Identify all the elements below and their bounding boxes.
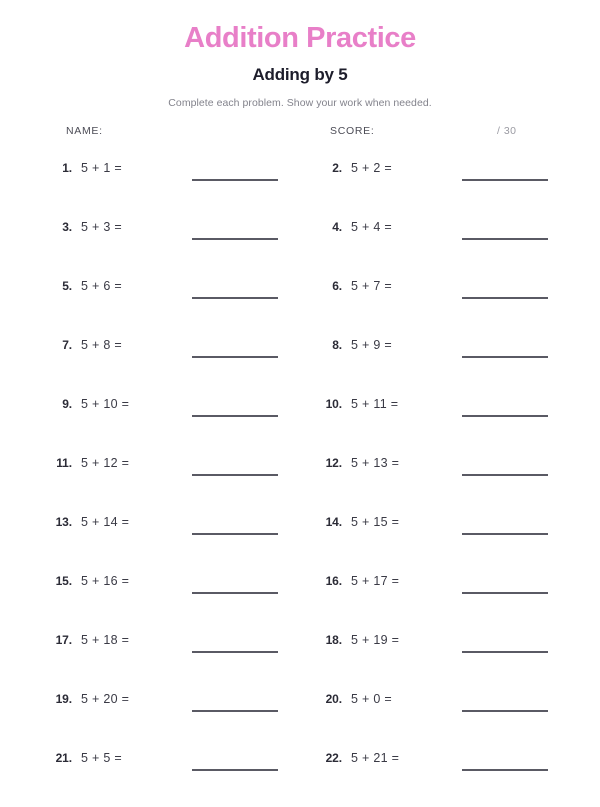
answer-line[interactable] (462, 474, 548, 476)
problem-number: 12. (325, 456, 342, 470)
problem-item (40, 335, 290, 361)
problem-item (310, 394, 560, 420)
name-label: NAME: (66, 125, 103, 137)
score-total-label: / 30 (497, 125, 517, 137)
problem-number: 8. (332, 338, 342, 352)
problem-equation: 5 + 14 = (81, 515, 130, 529)
problem-number: 11. (56, 456, 72, 470)
problem-row (0, 335, 600, 394)
problem-item (40, 453, 290, 479)
problem-equation: 5 + 0 = (351, 692, 393, 706)
problem-number: 16. (325, 574, 342, 588)
problem-item (310, 276, 560, 302)
answer-line[interactable] (192, 474, 278, 476)
problem-equation: 5 + 20 = (81, 692, 130, 706)
problem-equation: 5 + 12 = (81, 456, 130, 470)
problem-equation: 5 + 2 = (351, 161, 393, 175)
problem-number: 5. (62, 279, 72, 293)
answer-line[interactable] (462, 533, 548, 535)
problem-row (0, 158, 600, 217)
problem-number: 22. (325, 751, 342, 765)
problem-row (0, 217, 600, 276)
problem-row (0, 453, 600, 512)
problem-number: 21. (55, 751, 72, 765)
answer-line[interactable] (192, 356, 278, 358)
worksheet-instructions: Complete each problem. Show your work when needed. (168, 96, 432, 109)
problem-equation: 5 + 10 = (81, 397, 130, 411)
answer-line[interactable] (462, 769, 548, 771)
problem-equation: 5 + 15 = (351, 515, 400, 529)
problem-item (40, 512, 290, 538)
problem-item (310, 453, 560, 479)
answer-line[interactable] (192, 651, 278, 653)
answer-line[interactable] (462, 238, 548, 240)
answer-line[interactable] (192, 533, 278, 535)
problem-row (0, 276, 600, 335)
problem-row (0, 394, 600, 453)
problem-item (310, 158, 560, 184)
problem-number: 4. (332, 220, 342, 234)
problem-row (0, 689, 600, 748)
problem-equation: 5 + 1 = (81, 161, 123, 175)
answer-line[interactable] (192, 710, 278, 712)
problem-item (40, 630, 290, 656)
problem-number: 2. (332, 161, 342, 175)
answer-line[interactable] (192, 415, 278, 417)
problem-row (0, 748, 600, 807)
problem-number: 13. (55, 515, 72, 529)
problem-equation: 5 + 21 = (351, 751, 400, 765)
problem-number: 7. (62, 338, 72, 352)
problem-number: 6. (332, 279, 342, 293)
problem-item (310, 217, 560, 243)
problem-number: 19. (55, 692, 72, 706)
problem-equation: 5 + 11 = (351, 397, 399, 411)
problem-equation: 5 + 6 = (81, 279, 123, 293)
problem-item (40, 689, 290, 715)
problem-equation: 5 + 8 = (81, 338, 123, 352)
answer-line[interactable] (192, 769, 278, 771)
problem-item (310, 335, 560, 361)
answer-line[interactable] (462, 179, 548, 181)
problem-item (40, 394, 290, 420)
problem-number: 14. (325, 515, 342, 529)
page-title: Addition Practice (184, 22, 416, 54)
problem-number: 18. (325, 633, 342, 647)
problem-item (310, 748, 560, 774)
problem-equation: 5 + 4 = (351, 220, 393, 234)
problem-item (40, 158, 290, 184)
problem-item (310, 689, 560, 715)
problem-item (40, 276, 290, 302)
problem-equation: 5 + 19 = (351, 633, 400, 647)
problem-item (40, 748, 290, 774)
problem-equation: 5 + 17 = (351, 574, 400, 588)
worksheet-subtitle: Adding by 5 (252, 65, 348, 85)
problem-equation: 5 + 5 = (81, 751, 123, 765)
problem-row (0, 630, 600, 689)
problem-number: 1. (62, 161, 72, 175)
score-label: SCORE: (330, 125, 375, 137)
answer-line[interactable] (192, 179, 278, 181)
worksheet-header (0, 0, 600, 109)
answer-line[interactable] (192, 297, 278, 299)
problem-row (0, 571, 600, 630)
answer-line[interactable] (462, 297, 548, 299)
student-meta-row (0, 125, 600, 141)
answer-line[interactable] (462, 710, 548, 712)
problem-number: 3. (62, 220, 72, 234)
problem-number: 10. (325, 397, 342, 411)
problem-row (0, 512, 600, 571)
problem-item (310, 630, 560, 656)
answer-line[interactable] (462, 651, 548, 653)
problem-number: 9. (62, 397, 72, 411)
problem-item (40, 217, 290, 243)
problem-item (40, 571, 290, 597)
problem-number: 20. (325, 692, 342, 706)
problem-equation: 5 + 16 = (81, 574, 130, 588)
answer-line[interactable] (462, 592, 548, 594)
problem-item (310, 571, 560, 597)
answer-line[interactable] (192, 238, 278, 240)
problem-equation: 5 + 18 = (81, 633, 130, 647)
problem-equation: 5 + 9 = (351, 338, 393, 352)
problem-equation: 5 + 3 = (81, 220, 123, 234)
answer-line[interactable] (192, 592, 278, 594)
problem-number: 15. (55, 574, 72, 588)
problem-number: 17. (55, 633, 72, 647)
problem-equation: 5 + 13 = (351, 456, 400, 470)
answer-line[interactable] (462, 415, 548, 417)
answer-line[interactable] (462, 356, 548, 358)
problem-item (310, 512, 560, 538)
problem-grid (0, 158, 600, 807)
problem-equation: 5 + 7 = (351, 279, 393, 293)
